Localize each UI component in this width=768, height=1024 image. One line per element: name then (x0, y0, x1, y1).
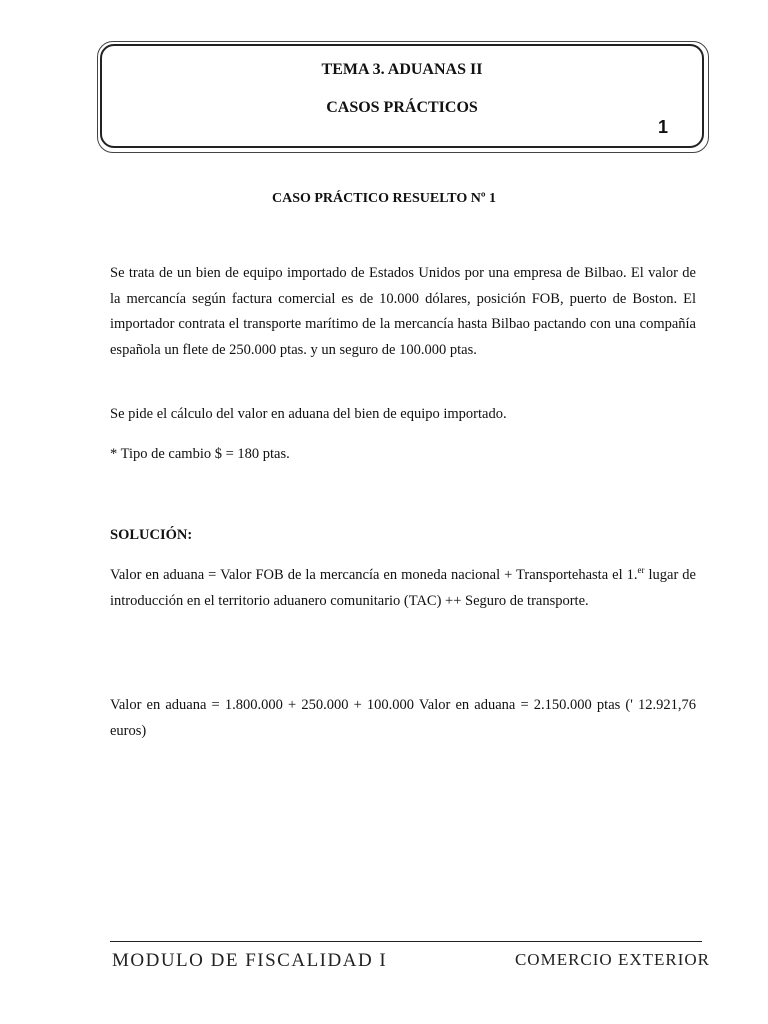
formula-text-2: lugar de introducción en el territorio aduanero comunitario (TAC) ++ Seguro de transporte. (110, 567, 696, 609)
topic-title: TEMA 3. ADUANAS II (321, 61, 483, 78)
page-number: 1 (657, 117, 668, 137)
solution-heading: SOLUCIÓN: (110, 527, 193, 543)
exchange-rate-note: * Tipo de cambio $ = 180 ptas. (110, 446, 290, 462)
solution-result: Valor en aduana = 1.800.000 + 250.000 + 100.000 Valor en aduana = 2.150.000 ptas (' 12.921,76 euros) (110, 697, 696, 739)
section-subtitle: CASOS PRÁCTICOS (326, 99, 478, 116)
footer-divider (110, 941, 702, 942)
footer-module-name: MODULO DE FISCALIDAD I (112, 950, 388, 971)
header-frame (100, 44, 704, 148)
case-question: Se pide el cálculo del valor en aduana del bien de equipo importado. (110, 406, 507, 422)
footer-subject: COMERCIO EXTERIOR (514, 950, 710, 969)
formula-text-1: Valor en aduana = Valor FOB de la mercancía en moneda nacional + Transportehasta el 1. (110, 567, 638, 583)
case-title: CASO PRÁCTICO RESUELTO Nº 1 (271, 191, 496, 206)
formula-superscript: er (637, 565, 645, 576)
solution-formula (110, 563, 696, 614)
case-statement: Se trata de un bien de equipo importado de Estados Unidos por una empresa de Bilbao. El valor de la mercancía según factura comercial es de 10.000 dólares, posición FOB, puerto de Boston. El importador contrata el transporte marítimo de la mercancía hasta Bilbao pactando con una compañía española un flete de 250.000 ptas. y un seguro de 100.000 ptas. (110, 265, 696, 358)
